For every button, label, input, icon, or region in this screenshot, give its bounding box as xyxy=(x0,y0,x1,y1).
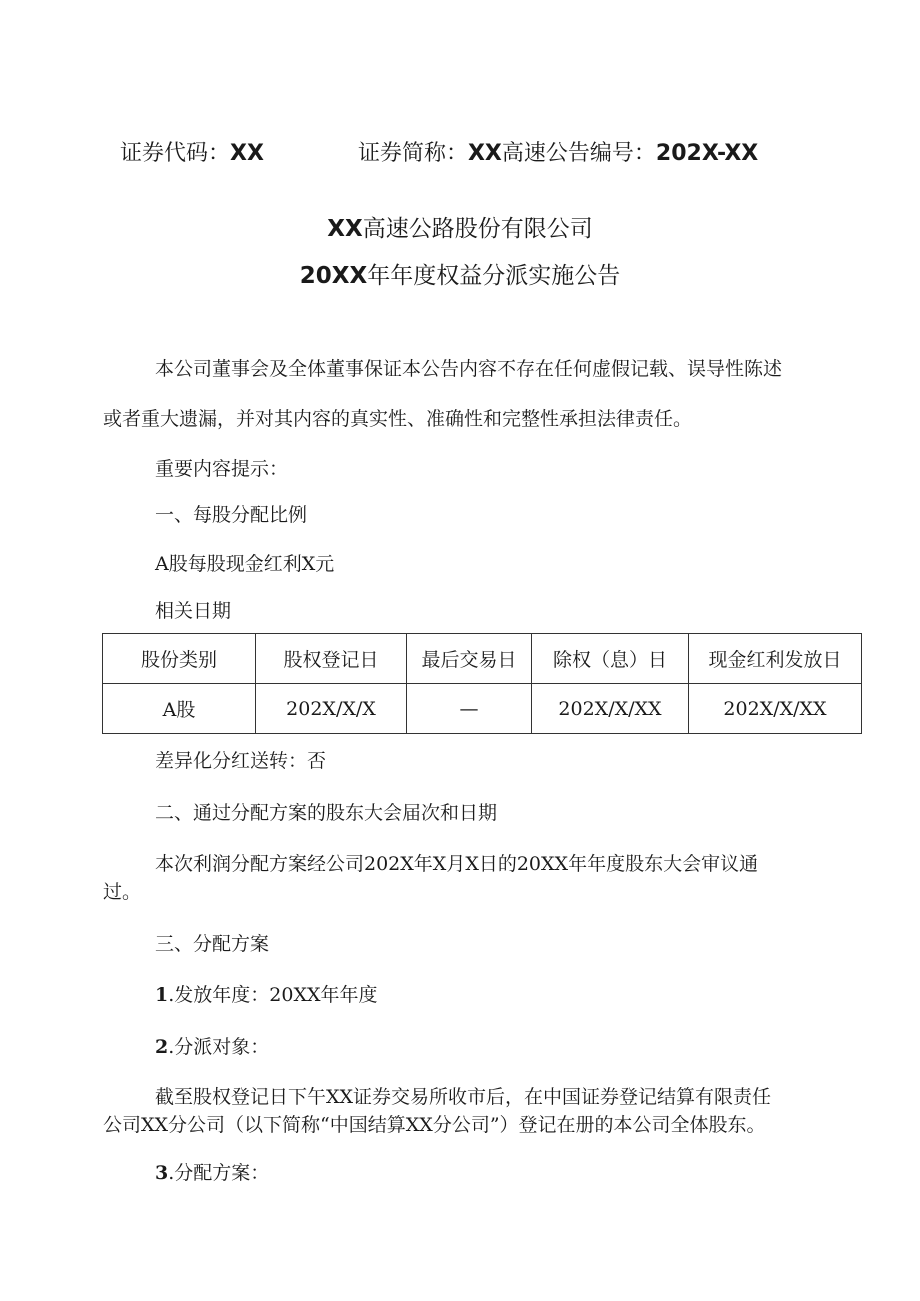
disclaimer-line-1: 本公司董事会及全体董事保证本公告内容不存在任何虚假记载、误导性陈述 xyxy=(155,358,783,380)
abbr-label: 证券简称： xyxy=(357,141,468,166)
item-2 xyxy=(155,1032,269,1059)
table-header-cell: 除权（息）日 xyxy=(532,634,689,684)
dates-table xyxy=(102,633,862,734)
section-3-heading: 三、分配方案 xyxy=(155,933,270,955)
table-cell: 202X/X/XX xyxy=(532,684,689,734)
target-line-1: 截至股权登记日下午XX证券交易所收市后，在中国证券登记结算有限责任 xyxy=(155,1086,772,1108)
item-1-text: .发放年度：20XX年年度 xyxy=(168,984,378,1006)
notice-title xyxy=(0,257,920,290)
section-2-heading: 二、通过分配方案的股东大会届次和日期 xyxy=(155,802,498,824)
abbr-value-prefix: XX xyxy=(467,141,502,166)
company-title-prefix: XX xyxy=(327,216,363,242)
abbr-value-suffix: 高速公告编号： xyxy=(501,141,656,166)
item-2-number: 2 xyxy=(155,1036,169,1058)
notice-title-prefix: 20XX xyxy=(299,263,368,289)
code-value: XX xyxy=(230,141,264,166)
differential-dividend: 差异化分红送转：否 xyxy=(155,750,327,772)
item-3 xyxy=(155,1158,269,1185)
table-header-row xyxy=(103,634,862,684)
related-dates-label: 相关日期 xyxy=(155,600,232,622)
notice-number: 202X-XX xyxy=(655,141,759,166)
table-cell: — xyxy=(407,684,532,734)
table-cell: 202X/X/X xyxy=(256,684,407,734)
per-share-dividend: A股每股现金红利X元 xyxy=(155,553,335,575)
company-title-suffix: 高速公路股份有限公司 xyxy=(362,216,593,242)
table-header-cell: 现金红利发放日 xyxy=(689,634,862,684)
item-1-number: 1 xyxy=(155,984,169,1006)
notice-title-suffix: 年年度权益分派实施公告 xyxy=(367,263,621,289)
key-points-heading: 重要内容提示： xyxy=(155,458,289,480)
company-title xyxy=(0,210,920,243)
code-label: 证券代码： xyxy=(120,141,231,166)
section-1-heading: 一、每股分配比例 xyxy=(155,504,308,526)
item-1 xyxy=(155,980,378,1007)
table-row xyxy=(103,684,862,734)
table-header-cell: 股权登记日 xyxy=(256,634,407,684)
table-cell: 202X/X/XX xyxy=(689,684,862,734)
table-cell: A股 xyxy=(103,684,256,734)
disclaimer-line-2: 或者重大遗漏，并对其内容的真实性、准确性和完整性承担法律责任。 xyxy=(103,408,693,430)
announcement-header xyxy=(120,136,758,167)
item-3-number: 3 xyxy=(155,1162,169,1184)
item-2-text: .分派对象： xyxy=(168,1036,270,1058)
table-header-cell: 股份类别 xyxy=(103,634,256,684)
meeting-line-1: 本次利润分配方案经公司202X年X月X日的20XX年年度股东大会审议通 xyxy=(155,853,759,875)
meeting-line-2: 过。 xyxy=(103,881,142,903)
target-line-2: 公司XX分公司（以下简称“中国结算XX分公司”）登记在册的本公司全体股东。 xyxy=(103,1114,766,1136)
table-header-cell: 最后交易日 xyxy=(407,634,532,684)
item-3-text: .分配方案： xyxy=(168,1162,270,1184)
